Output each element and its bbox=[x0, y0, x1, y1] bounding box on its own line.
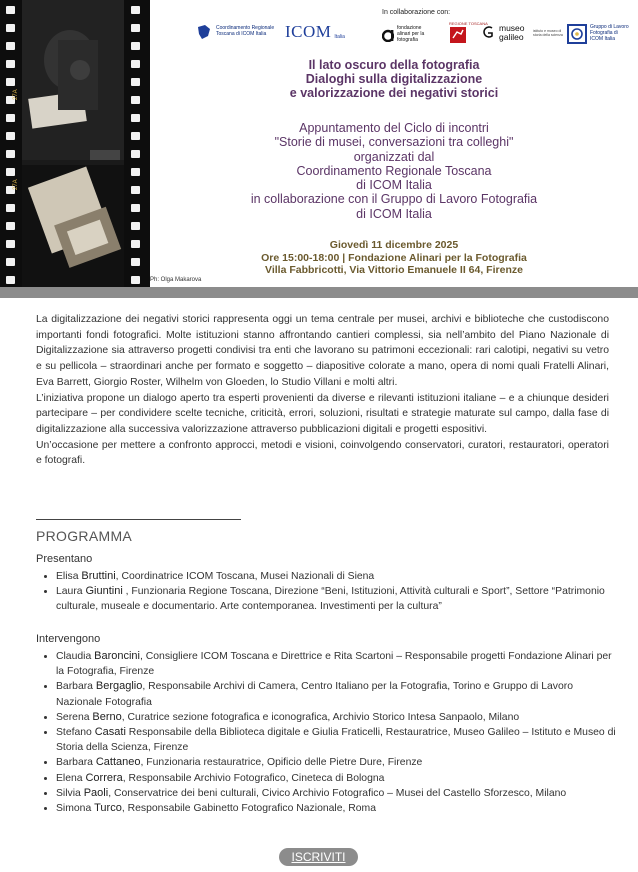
surname: Berno bbox=[92, 710, 122, 723]
surname: Cattaneo bbox=[95, 756, 141, 769]
role: , Curatrice sezione fotografica e iconografica, Archivio Storico Intesa Sanpaolo, Milano bbox=[121, 711, 520, 723]
role: , Responsabile Archivio Fotografico, Cineteca di Bologna bbox=[122, 772, 385, 784]
film-strip-photo bbox=[0, 0, 150, 287]
subtitle-line: in collaborazione con il Gruppo di Lavoro Fotografia bbox=[250, 192, 538, 207]
tuscany-map-icon bbox=[196, 24, 212, 40]
hero-photo bbox=[0, 0, 150, 287]
list-item bbox=[56, 755, 616, 770]
intro-paragraph: L’iniziativa propone un dialogo aperto tra esperti provenienti da diverse e rilevanti istituzioni italiane – e a chiunque desideri partecipare – per condividere scelte tecniche, criticità, errori, soluzioni, risultati e strategie maturate sul campo, dalla fase di digitalizzazione alla successiva valorizzazione attraverso pubblicazioni digitali e progetti espositivi. bbox=[36, 392, 609, 435]
surname: Paoli bbox=[83, 786, 109, 799]
role: Responsabile della Biblioteca digitale e Giulia Fraticelli, Restauratrice, Museo Galileo – Istituto e Museo di Storia della Scienza, Firenze bbox=[56, 727, 616, 754]
list-item bbox=[56, 771, 616, 786]
alinari-a-icon bbox=[382, 28, 394, 42]
surname: Turco bbox=[94, 802, 122, 815]
hero-text-area bbox=[150, 0, 638, 287]
list-item bbox=[56, 710, 616, 725]
programma-heading: PROGRAMMA bbox=[36, 528, 133, 544]
first-name: Claudia bbox=[56, 651, 95, 662]
first-name: Silvia bbox=[56, 787, 84, 799]
regione-text: REGIONE TOSCANA bbox=[449, 21, 488, 26]
intro-text bbox=[36, 312, 609, 469]
first-name: Simona bbox=[56, 803, 95, 815]
event-time-venue: Ore 15:00-18:00 | Fondazione Alinari per la Fotografia bbox=[261, 251, 527, 264]
subtitle-line: Coordinamento Regionale Toscana bbox=[296, 163, 492, 178]
role: , Responsabile Gabinetto Fotografico Nazionale, Roma bbox=[121, 803, 376, 815]
hero-divider-bar bbox=[0, 287, 638, 298]
surname: Giuntini bbox=[85, 585, 123, 598]
title-line: Dialoghi sulla digitalizzazione bbox=[305, 72, 483, 86]
photo-credit: Ph: Olga Makarova bbox=[150, 277, 202, 283]
list-item bbox=[56, 725, 616, 755]
coordinamento-logo bbox=[196, 24, 278, 40]
role: , Conservatrice dei beni culturali, Civico Archivio Fotografico – Musei del Castello Sforzesco, Milano bbox=[108, 787, 567, 799]
intervengono-label: Intervengono bbox=[36, 633, 101, 645]
first-name: Barbara bbox=[56, 681, 96, 693]
first-name: Serena bbox=[56, 711, 93, 723]
event-subtitle bbox=[150, 121, 638, 221]
list-item bbox=[56, 584, 616, 614]
pegasus-shield-icon bbox=[449, 26, 467, 44]
intro-paragraph: La digitalizzazione dei negativi storici rappresenta oggi un tema centrale per musei, archivi e biblioteche che custodiscono importanti fondi fotografici. Molte istituzioni stanno affrontando cantieri complessi, sia nell’ambito del Piano Nazionale di Digitalizzazione sia attraverso progetti condivisi tra enti che lavorano su patrimoni eccezionali: rari calotipi, negativi su vetro e su pellicola – straordinari anche per formato e soggetto – diapositive colorate a mano, opera di nomi quali Fratelli Alinari, Eva Barrett, Giorgio Roster, Wilhelm von Gloeden, lo Studio Villani e molti altri. bbox=[36, 314, 609, 388]
list-item bbox=[56, 679, 616, 709]
subtitle-line: di ICOM Italia bbox=[356, 178, 432, 193]
role: , Funzionaria restauratrice, Opificio delle Pietre Dure, Firenze bbox=[140, 757, 423, 769]
first-name: Elena bbox=[56, 772, 86, 784]
gruppo-text: Gruppo di Lavoro Fotografia di ICOM Italia bbox=[590, 24, 629, 42]
surname: Bruttini bbox=[81, 570, 116, 582]
subtitle-line: organizzati dal bbox=[353, 149, 435, 164]
icom-italia: Italia bbox=[334, 34, 345, 40]
hero-banner bbox=[0, 0, 638, 287]
surname: Baroncini bbox=[94, 650, 140, 662]
surname: Casati bbox=[94, 726, 126, 739]
event-date-place bbox=[150, 239, 638, 277]
icom-logo bbox=[285, 22, 345, 42]
first-name: Laura bbox=[56, 586, 86, 598]
event-address: Villa Fabbricotti, Via Vittorio Emanuele II 64, Firenze bbox=[265, 264, 523, 276]
list-item bbox=[56, 801, 616, 816]
role: , Responsabile Archivi di Camera, Centro Italiano per la Fotografia, Torino e Gruppo di Lavoro Nazionale Fotografia bbox=[56, 681, 574, 708]
subtitle-line: "Storie di musei, conversazioni tra colleghi" bbox=[274, 135, 514, 150]
intro-paragraph: Un’occasione per mettere a confronto approcci, metodi e visioni, coinvolgendo conservatori, curatori, restauratori, operatori e fotografi. bbox=[36, 439, 609, 467]
alinari-text: fondazione alinari per la fotografia bbox=[397, 25, 425, 43]
presentano-list bbox=[36, 569, 616, 615]
title-line: Il lato oscuro della fotografia bbox=[308, 58, 480, 72]
event-title bbox=[150, 58, 638, 100]
section-rule bbox=[36, 519, 241, 520]
list-item bbox=[56, 649, 616, 679]
subtitle-line: di ICOM Italia bbox=[356, 206, 432, 221]
film-label: 27A bbox=[13, 179, 19, 190]
subtitle-line: Appuntamento del Ciclo di incontri bbox=[299, 121, 489, 135]
first-name: Stefano bbox=[56, 727, 95, 739]
intervengono-list bbox=[36, 649, 616, 816]
first-name: Barbara bbox=[56, 757, 96, 769]
role: , Coordinatrice ICOM Toscana, Musei Nazionali di Siena bbox=[115, 571, 375, 582]
title-line: e valorizzazione dei negativi storici bbox=[289, 86, 499, 100]
galileo-text: museo galileo bbox=[499, 23, 525, 42]
surname: Bergaglio bbox=[95, 680, 143, 693]
icom-wordmark: ICOM bbox=[285, 22, 332, 41]
gruppo-logo bbox=[567, 24, 630, 44]
role: , Consigliere ICOM Toscana e Direttrice e Rita Scartoni – Responsabile progetti Fondazione Alinari per la Fotografia, Firenze bbox=[56, 651, 612, 678]
list-item bbox=[56, 569, 616, 584]
event-date: Giovedì 11 dicembre 2025 bbox=[329, 239, 459, 251]
galileo-sub-text: istituto e museo di storia della scienza bbox=[533, 28, 563, 37]
galileo-logo bbox=[481, 24, 563, 42]
gruppo-emblem-icon bbox=[567, 24, 587, 44]
first-name: Elisa bbox=[56, 571, 82, 582]
presentano-label: Presentano bbox=[36, 553, 93, 565]
film-label: 27A bbox=[13, 89, 19, 100]
surname: Correra bbox=[85, 771, 123, 784]
collaboration-label: In collaborazione con: bbox=[382, 9, 451, 16]
alinari-logo bbox=[382, 26, 435, 43]
iscriviti-button[interactable]: ISCRIVITI bbox=[279, 848, 358, 866]
role: , Funzionaria Regione Toscana, Direzione “Beni, Istituzioni, Attività culturali e Sport”, Settore “Patrimonio culturale, museale e documentario. Arte contemporanea. Investimenti per la cultura” bbox=[56, 586, 605, 613]
list-item bbox=[56, 786, 616, 801]
coordinamento-text: Coordinamento Regionale Toscana di ICOM Italia bbox=[216, 25, 275, 37]
galileo-g-icon bbox=[481, 24, 495, 42]
